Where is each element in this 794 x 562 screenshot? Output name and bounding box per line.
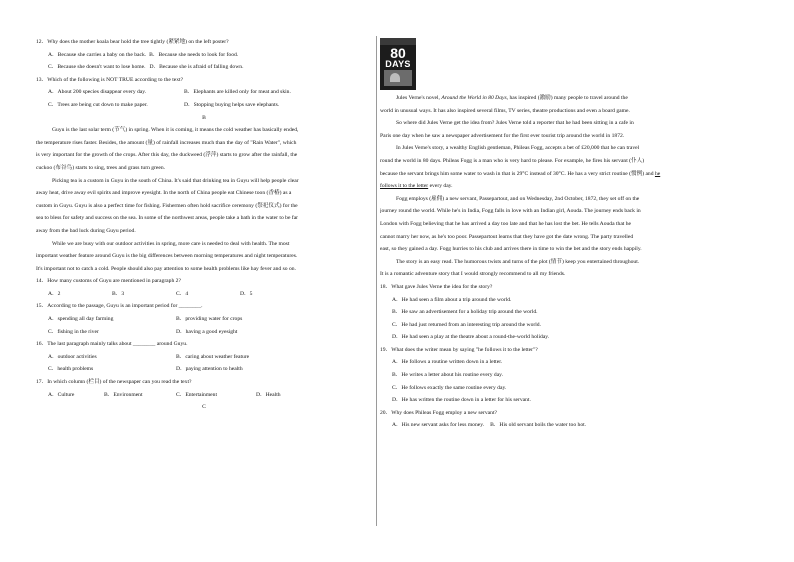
passage-c-line: journey round the world. While he's in India, Fogg falls in love with an Indian girl, Aouda. The journey ends back in [380,208,641,215]
q16-option-a: A．outdoor activities [48,353,97,360]
passage-b-line: away from the bad luck during Guyu period. [36,227,136,234]
q20-option-b: B．His old servant boils the water too hot. [490,422,587,429]
passage-b-line: Guyu is the last solar term (节气) in spring. When it is coming, it means the cold weather has basically ended, [52,127,299,134]
book-cover-image [380,38,416,90]
passage-c-line: world in unusual ways. It has also inspired several films, TV series, theatre productions and even a board game. [380,107,630,114]
passage-c-text: Jules Verne's novel, [396,95,442,101]
q12-option-c: C．Because she doesn't want to lose home. [48,64,146,71]
right-column [380,38,714,434]
passage-b-line: cuckoo (布谷鸟) starts to sing, trees and grass turn green. [36,164,166,171]
q16-option-d: D．paying attention to health [176,366,243,373]
q14-option-d: D．5 [240,290,253,297]
q16-options-row2 [36,365,372,373]
q12-options-row1 [36,51,372,59]
q15-stem: 15．According to the passage, Guyu is an important period for ________. [36,303,203,310]
q18-option-c: C．He had just returned from an interesting trip around the world. [392,321,541,328]
q12-options-row2 [36,63,372,71]
q19-stem: 19．What does the writer mean by saying "he follows it to the letter"? [380,346,538,353]
q17-option-a: A．Culture [48,391,75,398]
passage-c-line: London with Fogg believing that he has arrived a day too late and that he has lost the bet. He tells Aouda that he [380,220,632,227]
q18-stem: 18．What gave Jules Verne the idea for the story? [380,283,493,290]
q14-option-c: C．4 [176,290,189,297]
q14-stem: 14．How many customs of Guyu are mentioned in paragraph 2? [36,278,181,285]
passage-b-line: custom in Guyu. Guyu is also a perfect time for fishing. Fishermen often hold sacrifice ceremony (祭祀仪式) for the [36,202,298,209]
passage-b-line: It's important not to catch a cold. People should also pay attention to some health problems like hay fever and so on. [36,265,296,272]
passage-c-line: So where did Jules Verne get the idea from? Jules Verne told a reporter that he had been sitting in a cafe in [396,120,634,127]
q19-option-b: B．He writes a letter about his routine every day. [392,372,504,379]
left-column [36,38,372,416]
section-b-heading: B [202,114,206,121]
q16-stem: 16．The last paragraph mainly talks about ________ around Guyu. [36,341,188,348]
q16-options-row1 [36,353,372,361]
passage-c-line: Fogg employs (雇佣) a new servant, Passepartout, and on Wednesday, 2nd October, 1872, they set off on the [396,195,640,202]
q17-option-c: C．Entertainment [176,391,218,398]
passage-c-line: Paris one day when he saw a newspaper advertisement for the first ever tourist trip around the world in 1872. [380,132,625,139]
q13-option-c: C．Trees are being cut down to make paper. [48,101,148,108]
passage-c-line [380,170,714,178]
q12-option-b: B．Because she needs to look for food. [149,51,239,58]
q13-stem: 13．Which of the following is NOT TRUE according to the text? [36,76,184,83]
q16-option-c: C．health problems [48,366,94,373]
q20-options [380,421,714,429]
q13-option-b: B．Elephants are killed only for meat and skin. [184,89,291,96]
passage-b-line: While we are busy with our outdoor activities in spring, more care is needed to deal with health. The most [52,240,290,247]
passage-c-line [380,182,714,190]
passage-c-text: because the servant brings him some water to wash in that is 29°C instead of 30°C. He has a very strict routine (惯例) and [380,170,655,177]
q16-option-b: B．caring about weather feature [176,353,250,360]
q19-option-a: A．He follows a routine written down in a letter. [392,359,503,366]
q17-option-d: D．Health [256,391,281,398]
passage-c-line: In Jules Verne's story, a wealthy English gentleman, Phileas Fogg, accepts a bet of £20,000 that he can travel [396,145,640,152]
passage-c-line: The story is an easy read. The humorous twists and turns of the plot (情节) keep you entertained throughout. [396,258,640,265]
novel-title: Around the World in 80 Days [441,95,507,101]
q13-options-row1 [36,88,372,96]
q14-options [36,290,372,298]
passage-b-line: sea to bless for safety and success on the sea. In some of the northwest areas, people take a bath in the water to be far [36,215,299,222]
passage-c-text: , has inspired (激励) many people to travel around the [506,95,628,101]
q15-options-row1 [36,315,372,323]
q12-stem: 12．Why does the mother koala bear hold the tree tightly (紧紧地) on the left poster? [36,39,229,45]
q15-options-row2 [36,328,372,336]
q14-option-b: B．3 [112,290,125,297]
book-cover-number: 80 [390,45,406,61]
q15-option-b: B．providing water for crops [176,316,243,323]
passage-b-line: away heat, drive away evil spirits and improve eyesight. In the north of China people eat Chinese toon (香椿) as a [36,190,292,197]
underlined-phrase: he [654,170,661,177]
passage-b-line: important weather feature around Guyu is the big differences between morning temperatures and night temperatures. [36,253,298,260]
q19-option-c: C．He follows exactly the same routine every day. [392,384,507,391]
q13-options-row2 [36,101,372,109]
column-divider [376,36,377,526]
q15-option-a: A．spending all day farming [48,316,114,323]
q18-option-b: B．He saw an advertisement for a holiday trip around the world. [392,309,538,316]
q12-option-d: D．Because she is afraid of falling down. [149,64,244,71]
book-cover-balloon [390,73,400,82]
q14-option-a: A．2 [48,290,61,297]
q17-option-b: B．Environment [104,391,143,398]
q17-options [36,391,372,399]
q15-option-d: D．having a good eyesight [176,328,238,335]
passage-c-line: east, so they gained a day. Fogg hurries to his club and arrives there in time to win the bet and the story ends happily. [380,246,642,253]
q15-option-c: C．fishing in the river [48,328,99,335]
q19-option-d: D．He has written the routine down in a letter for his servant. [392,397,531,404]
passage-c-p1 [380,94,714,279]
q12-option-a: A．Because she carries a baby on the back. [48,51,147,58]
q20-stem: 20．Why does Phileas Fogg employ a new servant? [380,409,497,416]
passage-c-line: It is a romantic adventure story that I would strongly recommend to all my friends. [380,271,566,278]
section-c-heading: C [202,404,206,411]
q17-stem: 17．In which column (栏目) of the newspaper can you read the text? [36,379,192,386]
q20-option-a: A．His new servant asks for less money. [392,422,485,429]
passage-b-line: the temperature rises faster. Besides, the amount (量) of rainfall increases much than the day of "Rain Water", which [36,139,297,146]
passage-c-line: cannot marry her now, as he's too poor. Passepartout learns that they have got the date wrong. The party travelled [380,233,634,240]
passage-b-line: Picking tea is a custom in Guyu in the south of China. It's said that drinking tea in Guyu will help people clear [52,177,299,184]
passage-c-text: every day. [428,183,453,190]
q18-option-a: A．He had seen a film about a trip around the world. [392,296,512,303]
q18-option-d: D．He had seen a play at the theatre about a round-the-world holiday. [392,334,550,341]
underlined-phrase: follows it to the letter [380,183,429,190]
q13-option-a: A．About 200 species disappear every day. [48,89,147,96]
passage-b-line: is very important for the growth of the crops. After this day, the duckweed (浮萍) starts to grow after the rainfall, the [36,152,298,159]
passage-c-line: round the world in 80 days. Phileas Fogg is a man who is very hard to please. For example, he fires his servant (仆人) [380,157,645,164]
q13-option-d: D．Stopping buying helps save elephants. [184,101,280,108]
book-cover-word: DAYS [385,59,411,69]
passage-c-line [380,94,714,102]
book-cover-band [380,38,416,45]
passage-b [36,126,372,273]
